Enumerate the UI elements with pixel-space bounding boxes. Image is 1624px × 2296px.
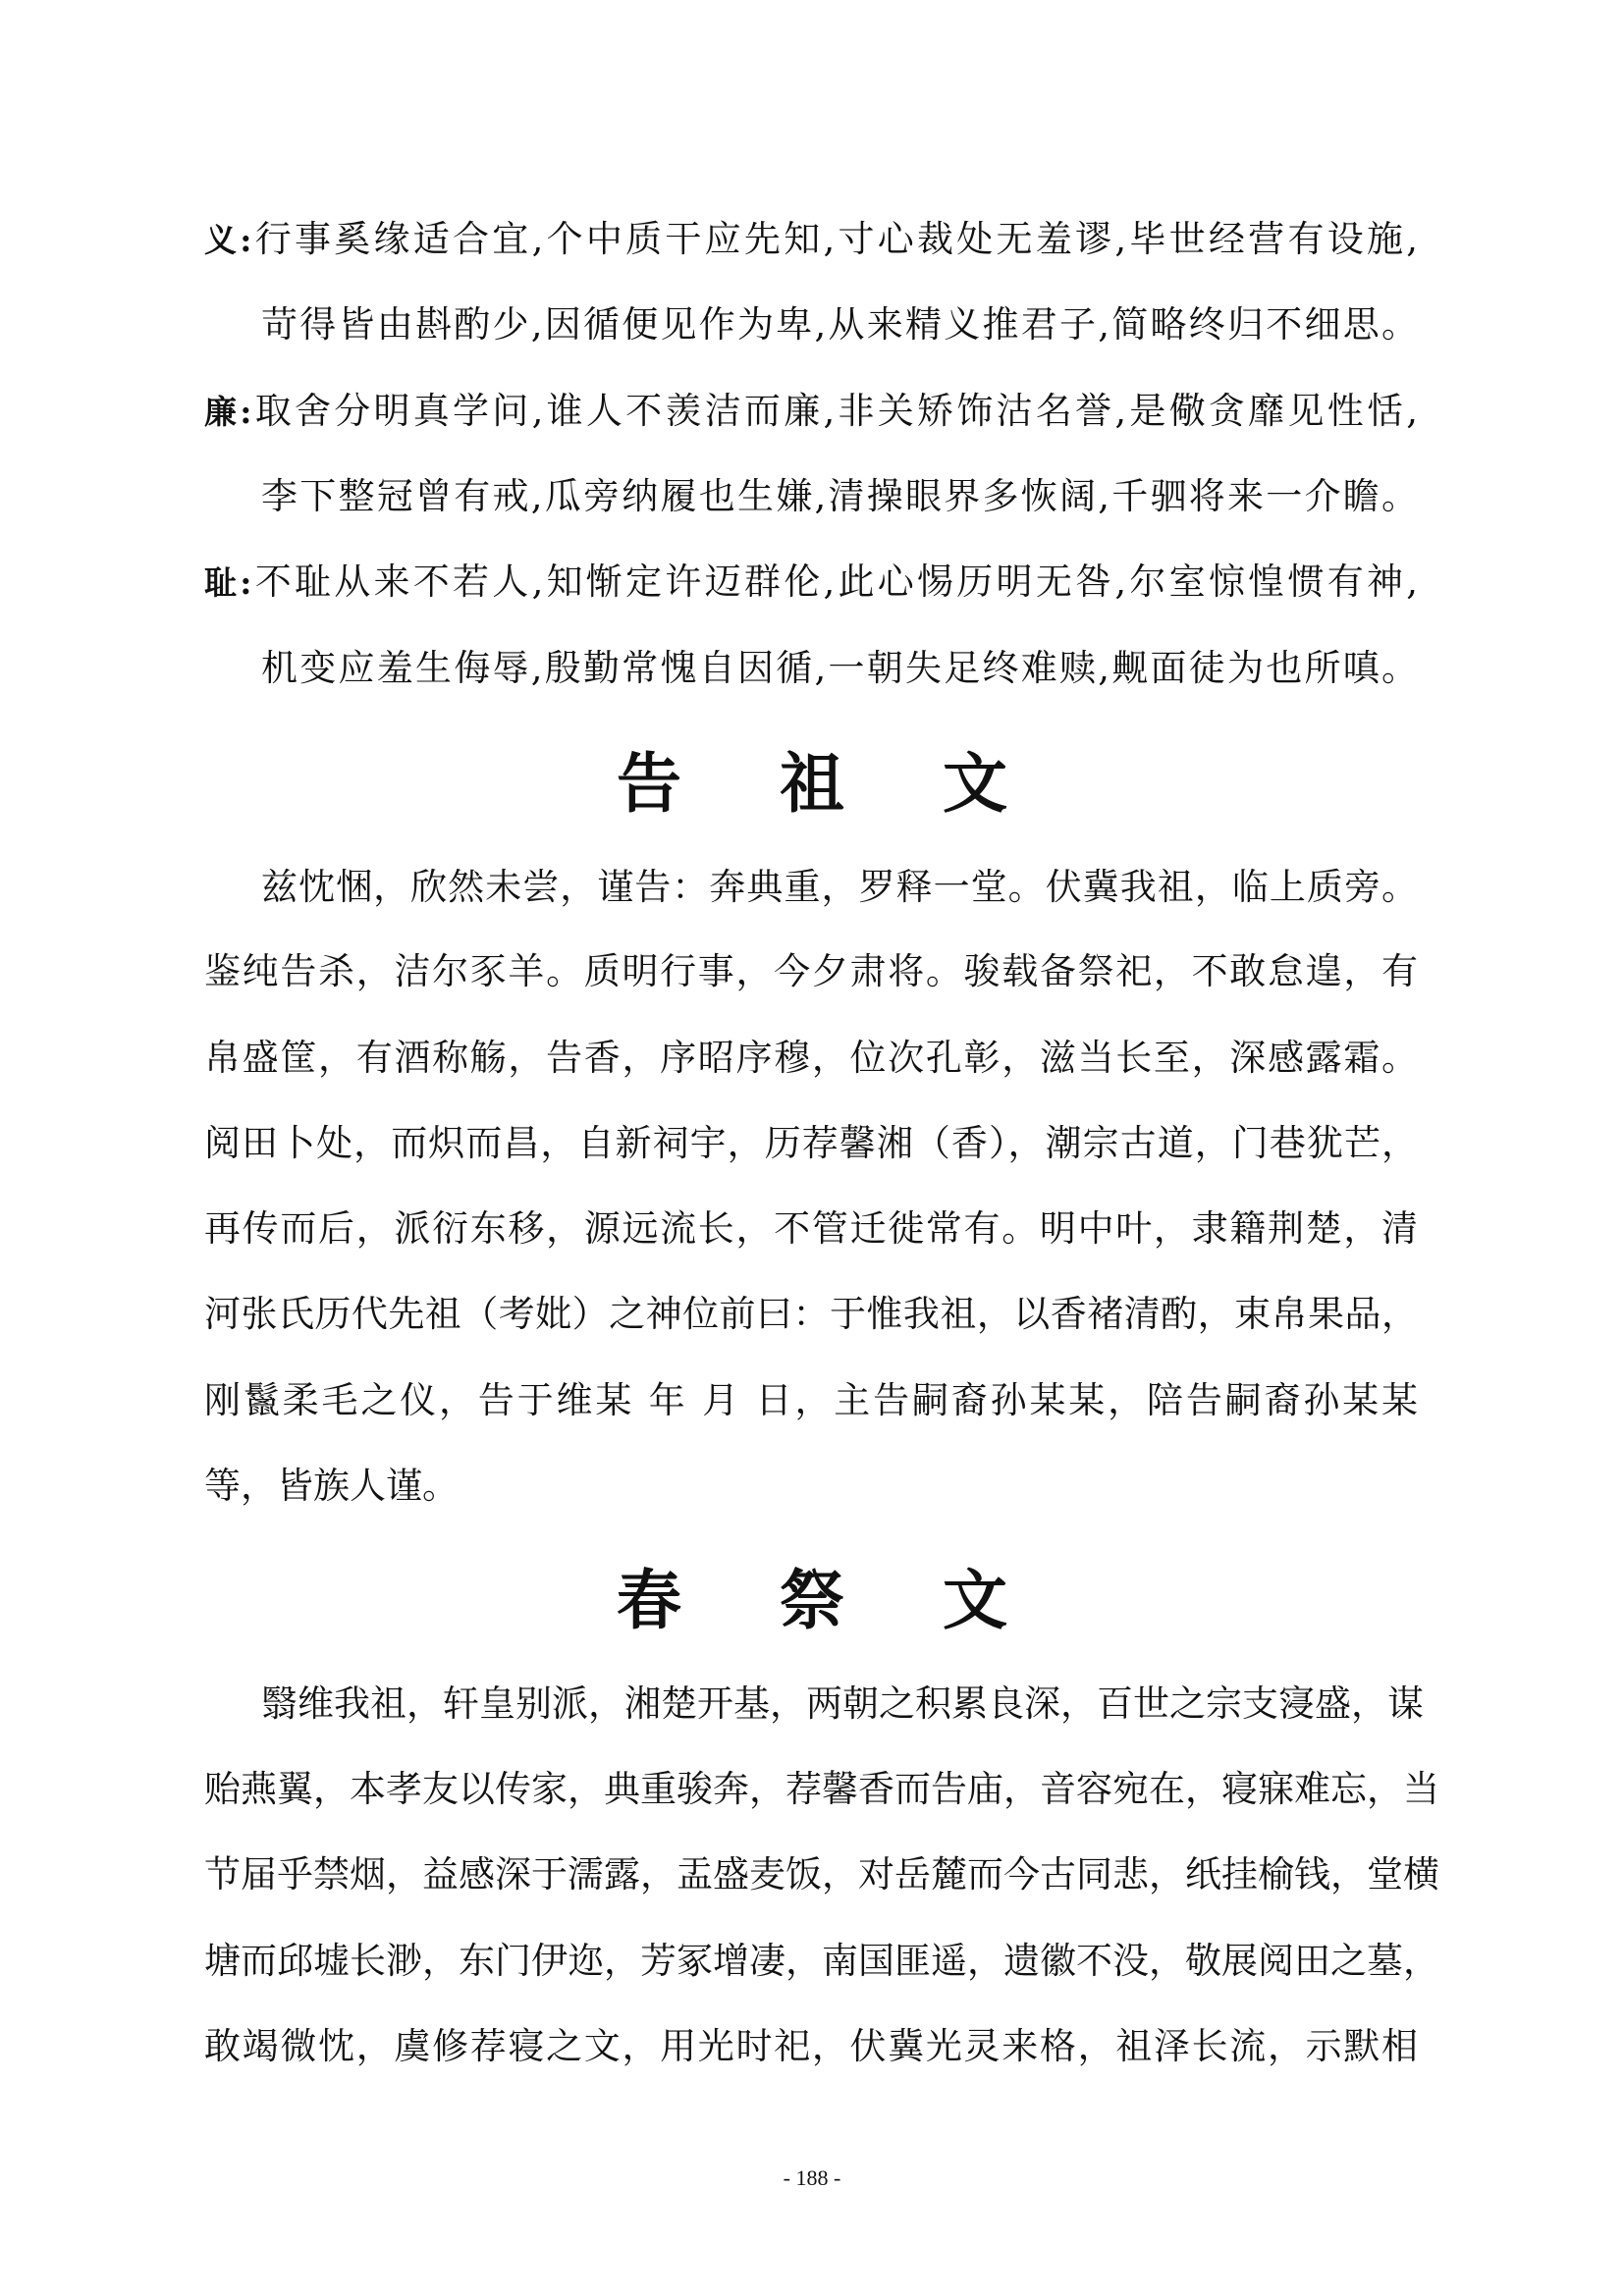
chunji-line-5: 敢竭微忱，虞修荐寝之文，用光时祀，伏冀光灵来格，祖泽长流，示默相 <box>204 2025 1418 2067</box>
section-title-gaozu: 告祖文 <box>617 745 1106 822</box>
chunji-line-2: 贻燕翼，本孝友以传家，典重骏奔，荐馨香而告庙，音容宛在，寝寐难忘，当 <box>204 1768 1439 1810</box>
poem-yi-tag: 义 <box>204 221 241 259</box>
poem-lian-tag: 廉 <box>204 393 241 431</box>
poem-lian-line-1: 廉:取舍分明真学问,谁人不羡洁而廉,非关矫饰沽名誉,是儆贪靡见性恬, <box>204 390 1418 432</box>
chunji-line-1: 翳维我祖，轩皇别派，湘楚开基，两朝之积累良深，百世之宗支寖盛，谋 <box>261 1682 1424 1725</box>
chunji-line-4: 塘而邱墟长渺，东门伊迩，芳冢增凄，南国匪遥，遗徽不没，敬展阅田之墓， <box>204 1940 1439 1982</box>
gaozu-line-8: 等，皆族人谨。 <box>204 1465 459 1507</box>
gaozu-line-1: 兹忱悃，欣然未尝，谨告：奔典重，罗释一堂。伏冀我祖，临上质旁。 <box>261 866 1418 908</box>
section-title-chunji: 春祭文 <box>617 1562 1106 1638</box>
chunji-line-3: 节届乎禁烟，益感深于濡露，盂盛麦饭，对岳麓而今古同悲，纸挂榆钱，堂横 <box>204 1853 1439 1896</box>
gaozu-line-5: 再传而后，派衍东移，源远流长，不管迁徙常有。明中叶，隶籍荆楚，清 <box>204 1207 1418 1250</box>
gaozu-line-2: 鉴纯告杀，洁尔豕羊。质明行事，今夕肃将。骏载备祭祀，不敢怠遑，有 <box>204 950 1418 992</box>
poem-lian-line-2: 李下整冠曾有戒,瓜旁纳履也生嫌,清操眼界多恢阔,千驷将来一介瞻。 <box>261 475 1418 517</box>
gaozu-line-4: 阅田卜处，而炽而昌，自新祠宇，历荐馨湘（香），潮宗古道，门巷犹芒， <box>204 1122 1418 1164</box>
poem-chi-line-2: 机变应羞生侮辱,殷勤常愧自因循,一朝失足终难赎,觍面徒为也所嗔。 <box>261 647 1418 689</box>
poem-yi-line-2: 苛得皆由斟酌少,因循便见作为卑,从来精义推君子,简略终归不细思。 <box>261 303 1418 346</box>
gaozu-line-7: 刚鬣柔毛之仪，告于维某 年 月 日，主告嗣裔孙某某，陪告嗣裔孙某某 <box>204 1379 1418 1421</box>
page-number: - 188 - <box>783 2165 841 2190</box>
gaozu-line-6: 河张氏历代先祖（考妣）之神位前曰：于惟我祖，以香褚清酌，束帛果品， <box>204 1293 1418 1335</box>
poem-chi-line-1: 耻:不耻从来不若人,知惭定许迈群伦,此心惕历明无咎,尔室惊惶惯有神, <box>204 561 1418 603</box>
gaozu-line-3: 帛盛筐，有酒称觞，告香，序昭序穆，位次孔彰，滋当长至，深感露霜。 <box>204 1037 1418 1079</box>
poem-yi-line-1: 义:行事奚缘适合宜,个中质干应先知,寸心裁处无羞谬,毕世经营有设施, <box>204 218 1418 260</box>
poem-chi-tag: 耻 <box>204 563 241 602</box>
